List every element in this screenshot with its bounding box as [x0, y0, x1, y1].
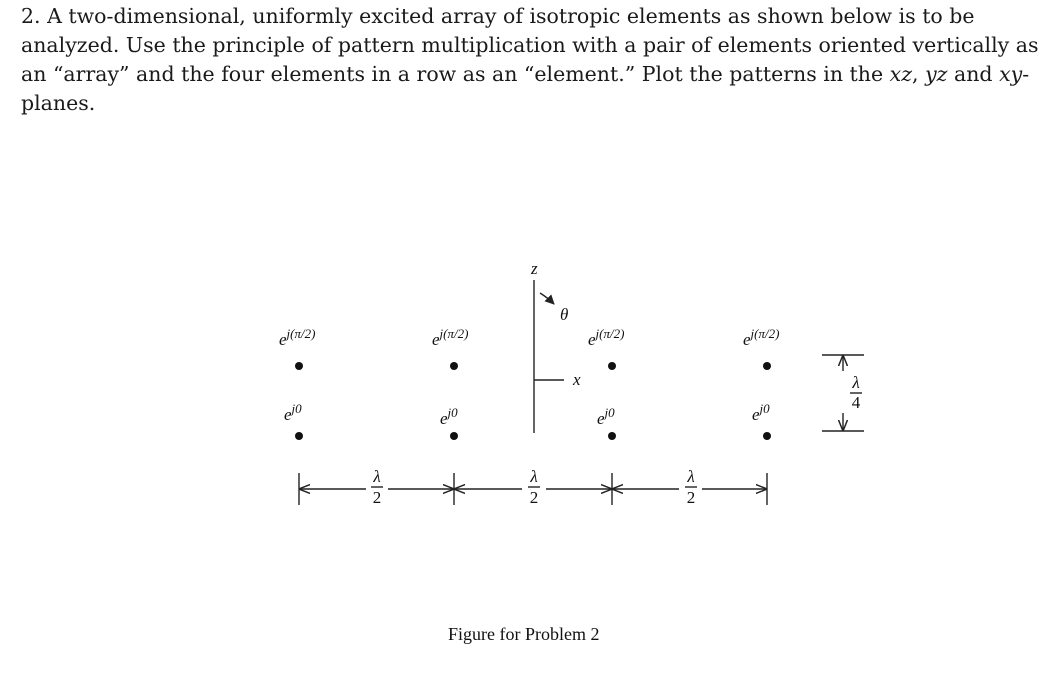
element-dot-bottom: [608, 432, 616, 440]
problem-text: A two-dimensional, uniformly excited array of isotropic elements as shown below is to be analyzed. Use the principle of pattern multiplication with a pair of elements oriented vertically as an “array” and the four elements in a row as an “element.” Plot the patterns in the: [21, 4, 1039, 86]
svg-text:2: 2: [372, 488, 382, 507]
phase-label-bottom: $e^{j0}$: [597, 405, 615, 428]
element-column: [743, 326, 779, 440]
phase-label-top: $e^{j(\pi/2)}$: [743, 326, 780, 349]
problem-number: 2.: [21, 4, 41, 28]
element-dot-top: [450, 362, 458, 370]
phase-label-top: $e^{j(\pi/2)}$: [432, 326, 469, 349]
plane-yz: yz: [925, 62, 948, 86]
element-column: [588, 326, 624, 440]
element-column: [279, 326, 315, 440]
svg-text:λ: λ: [373, 467, 381, 486]
problem-text-end: -planes.: [21, 62, 1030, 115]
phase-label-top: $e^{j(\pi/2)}$: [279, 326, 316, 349]
svg-text:λ: λ: [852, 373, 860, 392]
element-dot-bottom: [763, 432, 771, 440]
figure-caption: Figure for Problem 2: [448, 624, 600, 644]
spacing-label-half-wavelength: [528, 467, 540, 507]
svg-text:4: 4: [851, 393, 861, 412]
svg-text:λ: λ: [530, 467, 538, 486]
element-dot-bottom: [450, 432, 458, 440]
element-dot-top: [763, 362, 771, 370]
spacing-label-quarter-wavelength: [850, 373, 862, 412]
x-axis-label: x: [573, 370, 581, 389]
svg-text:2: 2: [686, 488, 696, 507]
vertical-spacing-dimension: [822, 355, 864, 431]
plane-xy: xy: [999, 62, 1023, 86]
phase-label-bottom: $e^{j0}$: [440, 405, 458, 428]
theta-label: θ: [560, 305, 569, 324]
separator: and: [947, 62, 1000, 86]
svg-text:2: 2: [529, 488, 539, 507]
phase-label-top: $e^{j(\pi/2)}$: [588, 326, 625, 349]
theta-arrow: [540, 293, 554, 304]
z-axis-label: z: [531, 259, 538, 278]
phase-label-bottom: $e^{j0}$: [752, 401, 770, 424]
element-dot-top: [608, 362, 616, 370]
element-dot-top: [295, 362, 303, 370]
horizontal-spacing-dimension: [299, 467, 767, 507]
plane-xz: xz: [889, 62, 913, 86]
phase-label-bottom: $e^{j0}$: [284, 401, 302, 424]
element-dot-bottom: [295, 432, 303, 440]
spacing-label-half-wavelength: [685, 467, 697, 507]
spacing-label-half-wavelength: [371, 467, 383, 507]
separator: ,: [912, 62, 926, 86]
element-column: [432, 326, 468, 440]
svg-text:λ: λ: [687, 467, 695, 486]
